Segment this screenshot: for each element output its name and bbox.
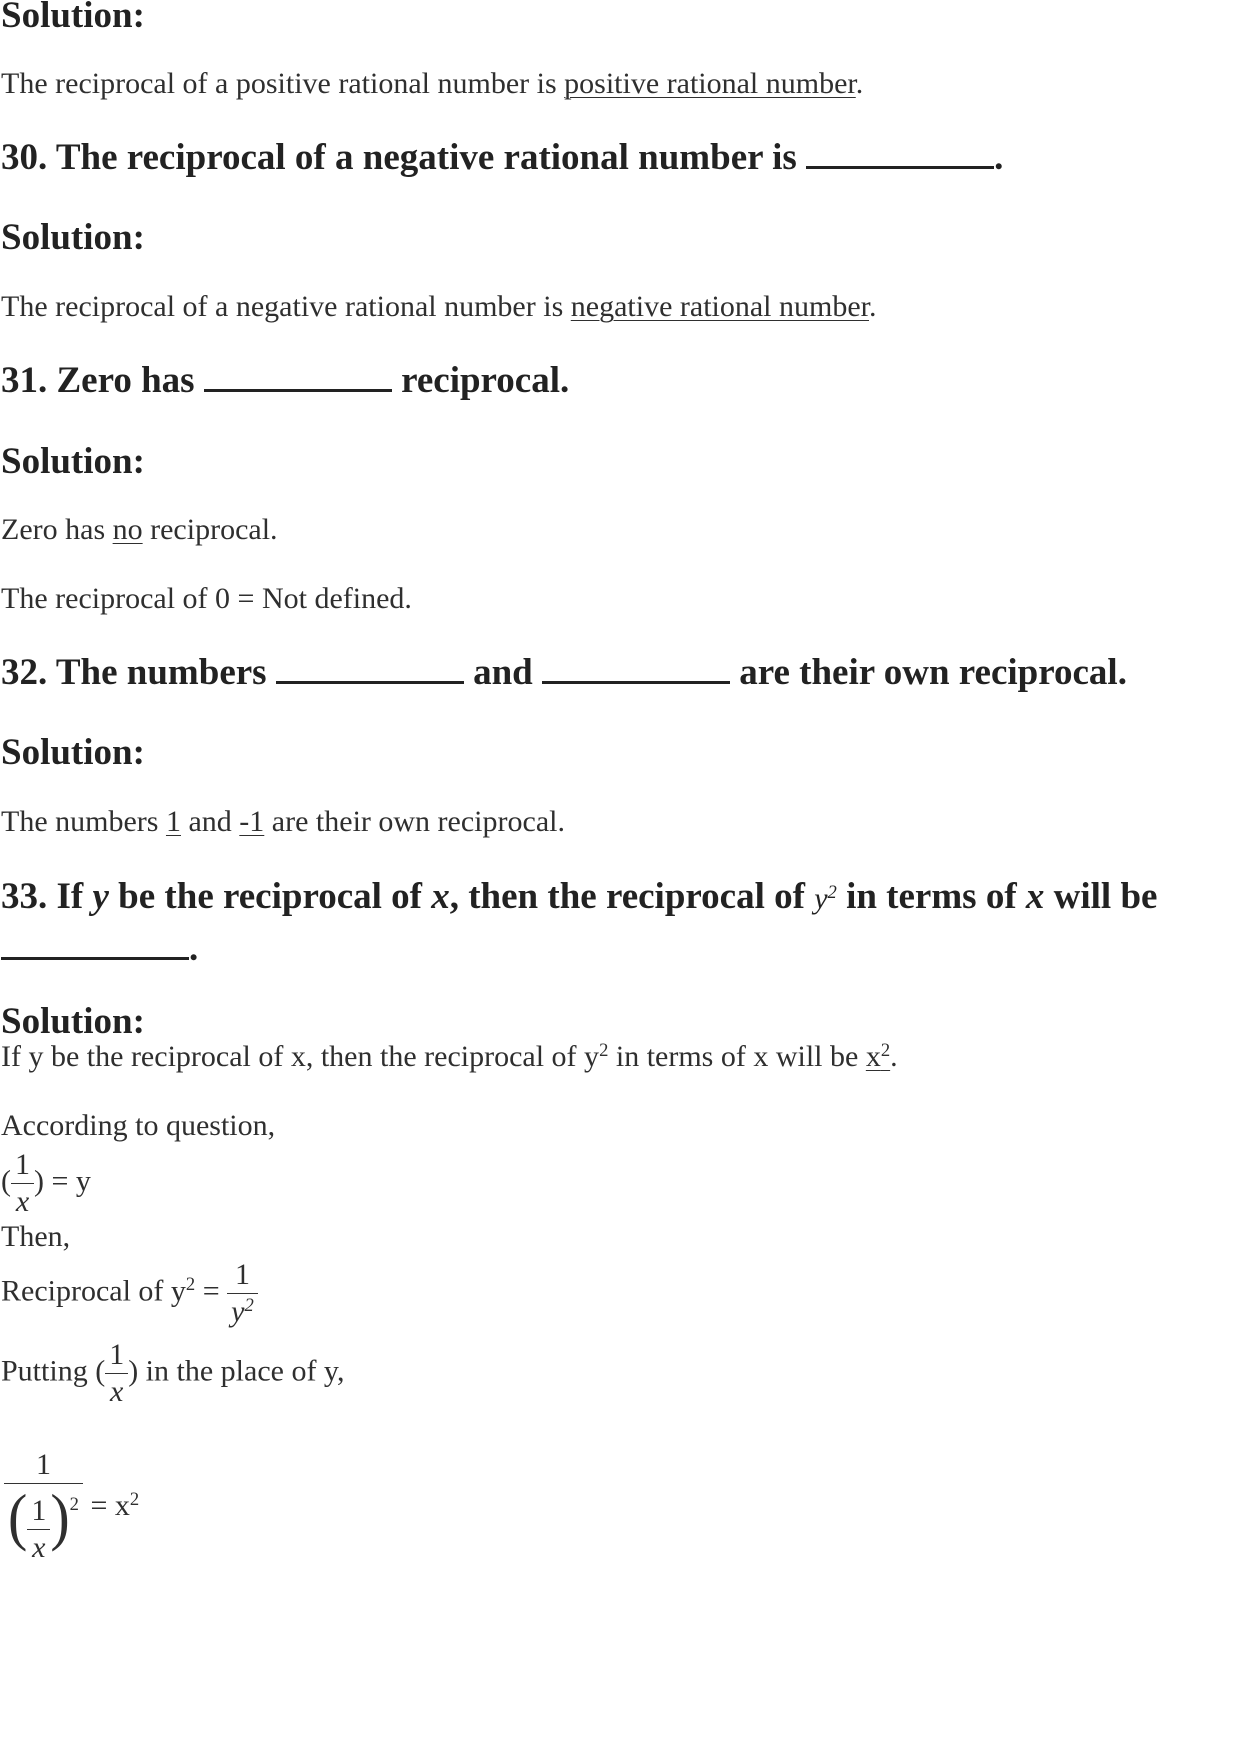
var-x: x <box>431 876 450 917</box>
solution-text-post: . <box>855 67 864 100</box>
question-33 <box>1 875 1157 918</box>
fraction-numerator: 1 <box>234 1258 250 1291</box>
fraction-denominator: x <box>32 1530 46 1564</box>
fraction <box>11 1150 34 1217</box>
fraction-denominator: x <box>15 1185 30 1218</box>
solution-text-post: are their own reciprocal. <box>264 805 565 838</box>
answer-blank <box>1 957 189 960</box>
var-y-squared <box>814 882 837 915</box>
solution-text-mid: in terms of x will be <box>608 1040 866 1073</box>
solution-text-post: . <box>890 1040 898 1073</box>
question-30 <box>1 136 1003 179</box>
answer-underlined-2: -1 <box>239 805 265 838</box>
solution-text <box>1 1040 898 1074</box>
answer-underlined: no <box>112 513 143 546</box>
answer-blank <box>542 681 730 684</box>
question-33-end: . <box>189 928 199 969</box>
exponent: 2 <box>880 1039 891 1061</box>
answer-underlined-1: 1 <box>165 805 181 838</box>
question-30-end: . <box>994 137 1004 178</box>
question-33-text: will be <box>1044 876 1158 917</box>
equation-2 <box>1 1260 258 1327</box>
equation-3 <box>1 1340 345 1407</box>
fraction-numerator: 1 <box>35 1448 51 1481</box>
fraction-denominator <box>227 1294 258 1327</box>
then-text: Then, <box>1 1220 71 1253</box>
solution-text-pre: The numbers <box>1 805 166 838</box>
solution-heading: Solution: <box>1 441 145 482</box>
question-32 <box>1 651 1127 694</box>
solution-text <box>1 805 565 839</box>
exponent: 2 <box>129 1489 140 1511</box>
answer-blank <box>276 681 464 684</box>
var-x: x <box>1025 876 1045 917</box>
answer-underlined <box>866 1040 890 1073</box>
inner-fraction <box>27 1493 50 1564</box>
answer-underlined: negative rational number <box>570 290 869 323</box>
paren-open: ( <box>8 1480 28 1553</box>
fraction <box>4 1450 83 1563</box>
var-y: y <box>814 882 828 915</box>
equals-x: = x <box>90 1489 130 1523</box>
exponent: 2 <box>599 1039 609 1061</box>
solution-text-mid: and <box>180 805 240 838</box>
var-y: y <box>92 876 109 917</box>
answer-blank <box>204 389 392 392</box>
question-33-line-2 <box>1 927 198 970</box>
solution-heading: Solution: <box>1 732 145 773</box>
fraction-numerator: 1 <box>15 1148 30 1181</box>
solution-text-pre: The reciprocal of a negative rational number is <box>1 290 571 323</box>
according-text: According to question, <box>1 1109 276 1142</box>
solution-text <box>1 67 863 101</box>
solution-text-pre: The reciprocal of a positive rational number is <box>1 67 565 100</box>
equation-rest: ) in the place of y, <box>128 1354 345 1388</box>
equation-4 <box>4 1450 139 1563</box>
answer-blank <box>806 166 994 169</box>
equation-text: Reciprocal of y <box>1 1274 186 1308</box>
exponent: 2 <box>69 1493 79 1515</box>
paren-open: ( <box>1 1164 11 1198</box>
solution-text-post: reciprocal. <box>142 513 278 546</box>
solution-text <box>1 290 877 324</box>
equals: = <box>195 1274 228 1308</box>
question-32-mid: and <box>463 652 542 693</box>
question-32-text: 32. The numbers <box>1 652 276 693</box>
solution-text-post: . <box>869 290 877 323</box>
solution-heading: Solution: <box>1 0 145 36</box>
question-31-text: 31. Zero has <box>1 360 204 401</box>
question-30-text: 30. The reciprocal of a negative rational number is <box>1 137 807 178</box>
question-32-end: are their own reciprocal. <box>729 652 1127 693</box>
question-31-end: reciprocal. <box>391 360 570 401</box>
exponent: 2 <box>244 1294 254 1316</box>
fraction-denominator: x <box>110 1375 124 1408</box>
solution-text-pre: If y be the reciprocal of x, then the reciprocal of y <box>1 1040 600 1073</box>
solution-text-pre: Zero has <box>1 513 113 546</box>
question-33-text: be the reciprocal of <box>108 876 432 917</box>
fraction <box>227 1260 258 1327</box>
question-33-text: in terms of <box>836 876 1026 917</box>
solution-heading: Solution: <box>1 1001 145 1042</box>
solution-text <box>1 513 278 547</box>
equation-rest <box>90 1489 139 1522</box>
equation-rest: ) = y <box>34 1164 91 1198</box>
solution-heading: Solution: <box>1 217 145 258</box>
exponent: 2 <box>185 1274 196 1296</box>
fraction-numerator: 1 <box>31 1493 47 1527</box>
answer-underlined: positive rational number <box>564 67 856 100</box>
question-33-text: 33. If <box>1 876 93 917</box>
fraction-numerator: 1 <box>109 1338 125 1371</box>
exponent: 2 <box>827 881 837 903</box>
equation-text: Putting ( <box>1 1354 106 1388</box>
answer-base: x <box>865 1040 881 1073</box>
paren-close: ) <box>50 1480 70 1553</box>
question-33-text: , then the reciprocal of <box>449 876 815 917</box>
var-y: y <box>231 1295 245 1328</box>
question-31 <box>1 359 569 402</box>
equation-1 <box>1 1150 91 1217</box>
fraction <box>105 1340 128 1407</box>
solution-text-line-2: The reciprocal of 0 = Not defined. <box>1 582 412 615</box>
fraction-denominator <box>4 1480 83 1564</box>
